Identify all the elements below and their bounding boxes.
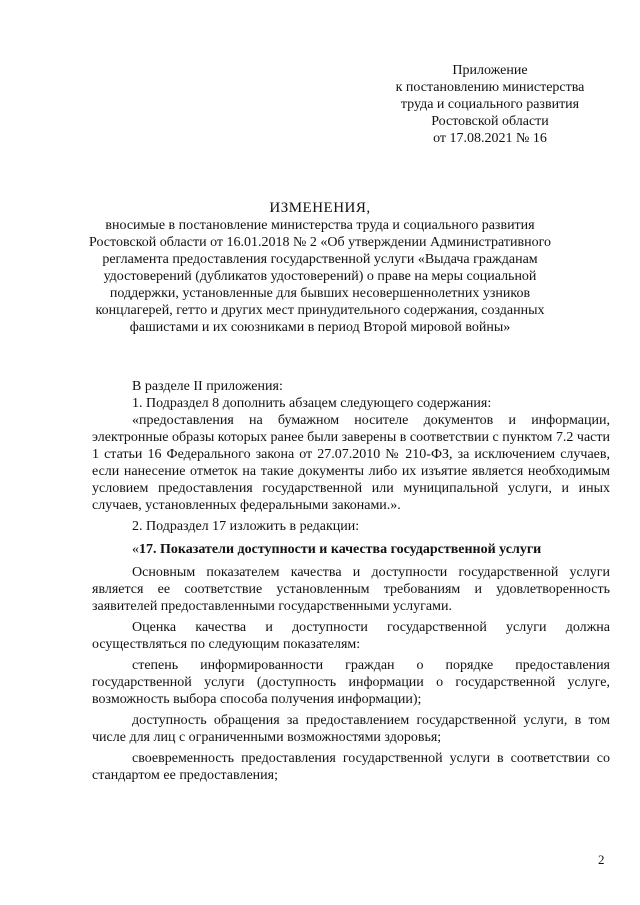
heading-line: поддержки, установленные для бывших несовершеннолетних узников	[109, 286, 531, 301]
appendix-line: к постановлению министерства	[395, 80, 585, 95]
document-body	[92, 378, 610, 784]
heading-title: ИЗМЕНЕНИЯ,	[269, 200, 371, 216]
subsection-title: 17. Показатели доступности и качества государственной услуги	[139, 542, 542, 557]
subsection-heading	[92, 541, 610, 558]
paragraph-evaluation: Оценка качества и доступности государственной услуги должна осуществляться по следующим показателям:	[92, 620, 610, 652]
heading-line: регламента предоставления государственной услуги «Выдача гражданам	[102, 252, 538, 267]
paragraph-item-2: 2. Подраздел 17 изложить в редакции:	[132, 519, 360, 534]
document-heading	[70, 200, 570, 336]
paragraph-accessibility: доступность обращения за предоставлением государственной услуги, в том числе для лиц с ограниченными возможностями здоровья;	[92, 713, 610, 745]
appendix-line: Приложение	[452, 63, 528, 78]
paragraph-timeliness: своевременность предоставления государственной услуги в соответствии со стандартом ее предоставления;	[92, 751, 610, 783]
quote-mark: «	[132, 542, 139, 557]
appendix-block	[360, 62, 620, 147]
appendix-line: Ростовской области	[431, 114, 549, 129]
appendix-line: от 17.08.2021 № 16	[433, 131, 547, 146]
paragraph-informedness: степень информированности граждан о порядке предоставления государственной услуги (доступность информации о государственной услуге, возможность выбора способа получения информации);	[92, 658, 610, 707]
paragraph-section-intro: В разделе II приложения:	[132, 379, 283, 394]
paragraph-item-1: 1. Подраздел 8 дополнить абзацем следующего содержания:	[132, 396, 492, 411]
heading-line: удостоверений (дубликатов удостоверений) о праве на меры социальной	[103, 269, 537, 284]
heading-line: концлагерей, гетто и других мест принудительного содержания, созданных	[95, 303, 545, 318]
heading-line: Ростовской области от 16.01.2018 № 2 «Об утверждении Административного	[89, 235, 551, 250]
paragraph-quoted-addition: «предоставления на бумажном носителе документов и информации, электронные образы которых ранее были заверены в соответствии с пунктом 7.2 части 1 статьи 16 Федерального закона от 27.07.2010 № 210-ФЗ, за исключением случаев, если нанесение отметок на такие документы либо их изъятие является необходимым условием предоставления государственной или муниципальной услуги, и иных случаев, установленных федеральными законами.».	[92, 413, 610, 513]
appendix-line: труда и социального развития	[400, 97, 580, 112]
paragraph-main-indicator: Основным показателем качества и доступности государственной услуги является ее соответствие установленным требованиям и удовлетворенность заявителей предоставленными государственными услугами.	[92, 565, 610, 614]
heading-line: вносимые в постановление министерства труда и социального развития	[105, 218, 535, 233]
heading-line: фашистами и их союзниками в период Второй мировой войны»	[129, 320, 511, 335]
page-number: 2	[598, 852, 605, 867]
